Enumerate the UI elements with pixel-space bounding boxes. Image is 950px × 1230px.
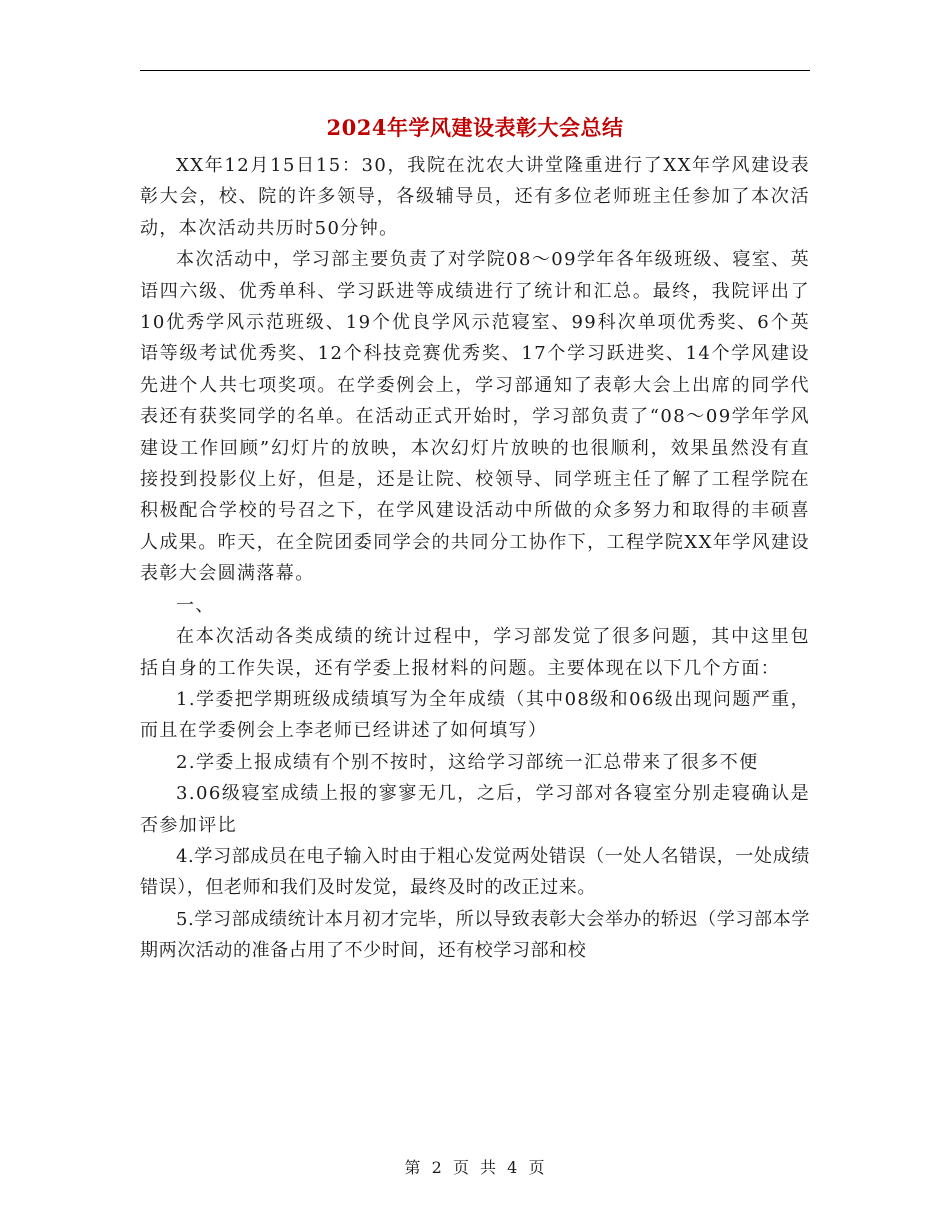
list-item-3: 3.06级寝室成绩上报的寥寥无几，之后，学习部对各寝室分别走寝确认是否参加评比 [140, 783, 810, 836]
paragraph-problems: 在本次活动各类成绩的统计过程中，学习部发觉了很多问题，其中这里包括自身的工作失误，还有学委上报材料的问题。主要体现在以下几个方面： [140, 626, 810, 679]
footer-label-total: 共 [480, 1158, 498, 1177]
header-rule [140, 70, 810, 71]
footer-label-page: 第 [404, 1158, 422, 1177]
page-footer [0, 1155, 950, 1178]
footer-label-page-unit: 页 [452, 1158, 470, 1177]
footer-total-pages: 4 [507, 1158, 519, 1177]
document-body [140, 150, 810, 967]
paragraph-intro: XX年12月15日15：30，我院在沈农大讲堂隆重进行了XX年学风建设表彰大会，校、院的许多领导，各级辅导员，还有多位老师班主任参加了本次活动，本次活动共历时50分钟。 [140, 155, 810, 239]
footer-label-total-unit: 页 [528, 1158, 546, 1177]
list-item-4: 4.学习部成员在电子输入时由于粗心发觉两处错误（一处人名错误，一处成绩错误），但老师和我们及时发觉，最终及时的改正过来。 [140, 845, 810, 899]
list-item-2: 2.学委上报成绩有个别不按时，这给学习部统一汇总带来了很多不便 [176, 751, 759, 773]
document-title: 2024年学风建设表彰大会总结 [326, 115, 624, 140]
list-item-5: 5.学习部成绩统计本月初才完毕，所以导致表彰大会举办的轿迟（学习部本学期两次活动的准备占用了不少时间，还有校学习部和校 [140, 908, 810, 962]
section-heading-one: 一、 [176, 594, 215, 616]
paragraph-activity: 本次活动中，学习部主要负责了对学院08～09学年各年级班级、寝室、英语四六级、优秀单科、学习跃进等成绩进行了统计和汇总。最终，我院评出了10优秀学风示范班级、19个优良学风示范寝室、99科次单项优秀奖、6个英语等级考试优秀奖、12个科技竞赛优秀奖、17个学习跃进奖、14个学风建设先进个人共七项奖项。在学委例会上，学习部通知了表彰大会上出席的同学代表还有获奖同学的名单。在活动正式开始时，学习部负责了“08～09学年学风建设工作回顾”幻灯片的放映，本次幻灯片放映的也很顺利，效果虽然没有直接投到投影仪上好，但是，还是让院、校领导、同学班主任了解了工程学院在积极配合学校的号召之下，在学风建设活动中所做的众多努力和取得的丰硕喜人成果。昨天，在全院团委同学会的共同分工协作下，工程学院XX年学风建设表彰大会圆满落幕。 [140, 249, 810, 585]
list-item-1: 1.学委把学期班级成绩填写为全年成绩（其中08级和06级出现问题严重，而且在学委例会上李老师已经讲述了如何填写） [140, 688, 810, 742]
footer-current-page: 2 [431, 1158, 443, 1177]
